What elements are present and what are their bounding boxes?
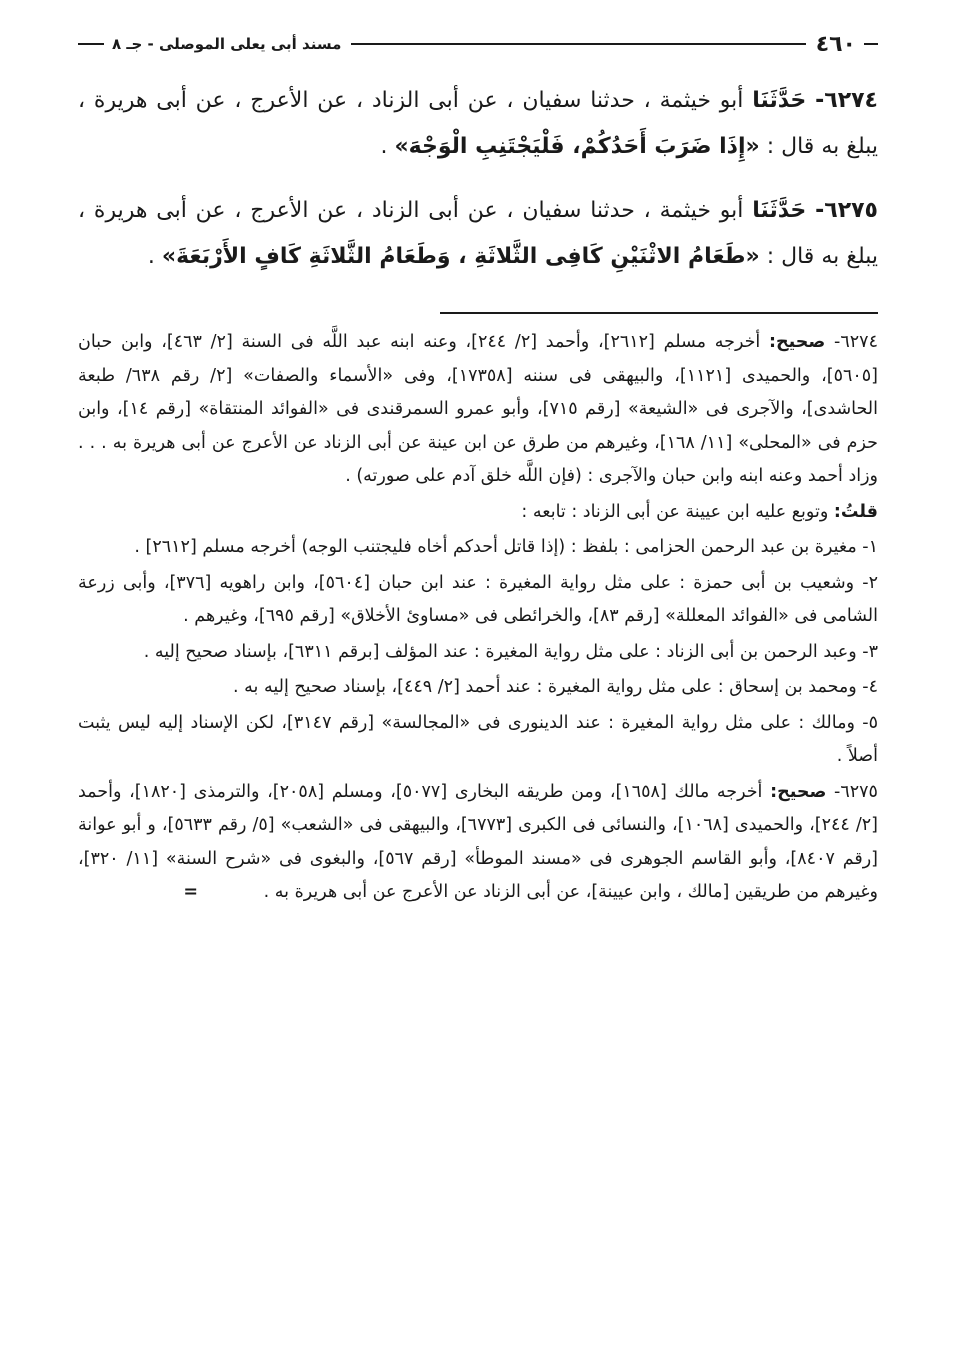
hadith-matn: «إِذَا ضَرَبَ أَحَدُكُمْ، فَلْيَجْتَنِبِ الْوَجْهَ» — [394, 134, 760, 159]
haddathana-word: حَدَّثَنَا — [752, 198, 807, 223]
note-item-4: ٤- ومحمد بن إسحاق : على مثل رواية المغيرة : عند أحمد [٢/ ٤٤٩]، بإسناد صحيح إليه به . — [233, 677, 878, 697]
header-dash-left — [78, 43, 104, 45]
hadith-isnad: أبو خيثمة ، حدثنا سفيان ، عن أبى الزناد ، عن الأعرج ، عن أبى هريرة ، يبلغ به قال : — [78, 198, 878, 269]
note-qultu — [78, 496, 878, 530]
note-item-5: ٥- ومالك : على مثل رواية المغيرة : عند الدينورى فى «المجالسة» [رقم ٣١٤٧]، لكن الإسناد إليه ليس يثبت أصلاً . — [78, 712, 878, 766]
hadith-matn: «طَعَامُ الاثْنَيْنِ كَافِى الثَّلاثَةِ ، وَطَعَامُ الثَّلاثَةِ كَافٍ الأَرْبَعَةَ» — [161, 244, 760, 269]
note-6274 — [78, 326, 878, 494]
footnote-separator — [440, 312, 878, 314]
hadith-text — [78, 78, 878, 298]
header-dash-right — [864, 43, 878, 45]
qultu-text: وتوبع عليه ابن عيينة عن أبى الزناد : تابعه : — [521, 501, 829, 522]
hadith-number: ٦٢٧٤- — [815, 88, 878, 113]
note-grade: صحيح: — [770, 781, 827, 802]
note-item-2: ٢- وشعيب بن أبى حمزة : على مثل رواية المغيرة : عند ابن حبان [٥٦٠٤]، وابن راهويه [٣٧٦]، وأبى زرعة الشامى فى «الفوائد المعللة» [رقم ٨٣]، والخرائطى فى «مساوئ الأخلاق» [رقم ٦٩٥]، وغيرهم . — [78, 572, 878, 626]
hadith-end: . — [380, 134, 388, 159]
footnotes — [78, 326, 878, 912]
note-grade: صحيح: — [769, 332, 826, 352]
note-6275 — [78, 776, 878, 910]
page-number: ٤٦٠ — [815, 31, 856, 57]
hadith-number: ٦٢٧٥- — [815, 198, 878, 223]
running-title: مسند أبى يعلى الموصلى - جـ ٨ — [112, 35, 342, 53]
hadith-isnad: أبو خيثمة ، حدثنا سفيان ، عن أبى الزناد ، عن الأعرج ، عن أبى هريرة ، يبلغ به قال : — [78, 88, 878, 159]
note-text: أخرجه مسلم [٢٦١٢]، وأحمد [٢/ ٢٤٤]، وعنه ابنه عبد اللَّه فى السنة [٢/ ٤٦٣]، وابن حبان [٥٦٠٥]، والحميدى [١١٢١]، والبيهقى فى سننه [١٧٣٥٨]، وفى «الأسماء والصفات» [٢/ رقم ٦٣٨/ طبعة الحاشدى]، والآجرى فى «الشيعة» [رقم ٧١٥]، وأبو عمرو السمرقندى فى «الفوائد المنتقاة» [رقم ١٤]، وابن حزم فى «المحلى» [١١/ ١٦٨]، وغيرهم من طرق عن ابن عينة عن أبى الزناد عن الأعرج عن أبى هريرة به . . . وزاد أحمد وعنه ابنه وابن حبان والآجرى : (فإن اللَّه خلق آدم على صورته) . — [78, 332, 878, 486]
note-text: أخرجه مالك [١٦٥٨]، ومن طريقه البخارى [٥٠٧٧]، ومسلم [٢٠٥٨]، والترمذى [١٨٢٠]، وأحمد [٢/ ٢٤٤]، والحميدى [١٠٦٨]، والنسائى فى الكبرى [٦٧٧٣]، والبيهقى فى «الشعب» [٥/ رقم ٥٦٣٣]، و أبو عوانة [رقم ٨٤٠٧]، وأبو القاسم الجوهرى فى «مسند الموطأ» [رقم ٥٦٧]، والبغوى فى «شرح السنة» [١١/ ٣٢٠]، وغيرهم من طريقين [مالك ، وابن عيينة]، عن أبى الزناد عن الأعرج عن أبى هريرة به . — [78, 781, 878, 902]
continuation-mark: = — [183, 882, 199, 902]
hadith-6275 — [78, 188, 878, 280]
header-rule — [351, 43, 805, 45]
note-number: ٦٢٧٥- — [834, 781, 878, 802]
hadith-6274 — [78, 78, 878, 170]
page-header — [78, 24, 878, 64]
note-item-1: ١- مغيرة بن عبد الرحمن الحزامى : بلفظ : (إذا قاتل أحدكم أخاه فليجتنب الوجه) أخرجه مسلم [٢٦١٢] . — [134, 537, 878, 557]
note-item-3: ٣- وعبد الرحمن بن أبى الزناد : على مثل رواية المغيرة : عند المؤلف [برقم ٦٣١١]، بإسناد صحيح إليه . — [143, 641, 878, 662]
note-number: ٦٢٧٤- — [834, 332, 878, 352]
qultu-label: قلتُ: — [833, 501, 878, 522]
hadith-end: . — [147, 244, 155, 269]
haddathana-word: حَدَّثَنَا — [752, 88, 807, 113]
